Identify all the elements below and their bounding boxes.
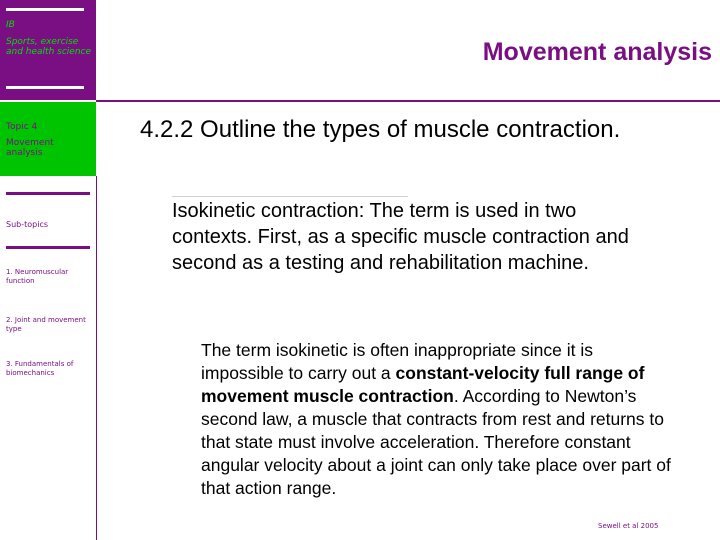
topic-number: Topic 4	[6, 122, 38, 132]
sidebar-course-panel	[0, 0, 96, 100]
para2-bold-text: constant-velocity full range of movement muscle contraction	[201, 363, 645, 406]
divider	[6, 86, 84, 89]
divider	[6, 8, 84, 11]
header-divider	[96, 100, 720, 102]
sidebar-topic-panel	[0, 102, 96, 176]
citation: Sewell et al 2005	[598, 522, 659, 530]
subtopics-label: Sub-topics	[6, 220, 49, 229]
isokinetic-definition-paragraph: Isokinetic contraction: The term is used in two contexts. First, as a specific muscle contraction and second as a testing and rehabilitation machine.	[172, 200, 629, 274]
divider	[6, 246, 90, 249]
isokinetic-explanation-paragraph	[201, 339, 671, 500]
topic-name: Movement analysis	[6, 138, 54, 158]
page-title: Movement analysis	[482, 38, 712, 66]
para2-text-1: The term isokinetic is often inappropriate since it is impossible to carry out a	[201, 340, 593, 383]
para2-text-2: . According to Newton’s second law, a muscle that contracts from rest and returns to that state must involve acceleration. Therefore constant angular velocity about a joint can only take place over part of that action range.	[201, 386, 671, 498]
subtopic-item-3[interactable]: 3. Fundamentals of biomechanics	[6, 360, 74, 377]
subtopic-item-1[interactable]: 1. Neuromuscular function	[6, 268, 69, 285]
course-code: IB	[6, 20, 15, 30]
paragraph-divider	[172, 196, 408, 197]
slide-heading: 4.2.2 Outline the types of muscle contraction.	[140, 116, 621, 143]
sidebar-subtopics-panel	[0, 176, 97, 540]
divider	[6, 192, 90, 195]
course-name: Sports, exercise and health science	[6, 37, 92, 57]
subtopic-item-2[interactable]: 2. Joint and movement type	[6, 316, 86, 333]
